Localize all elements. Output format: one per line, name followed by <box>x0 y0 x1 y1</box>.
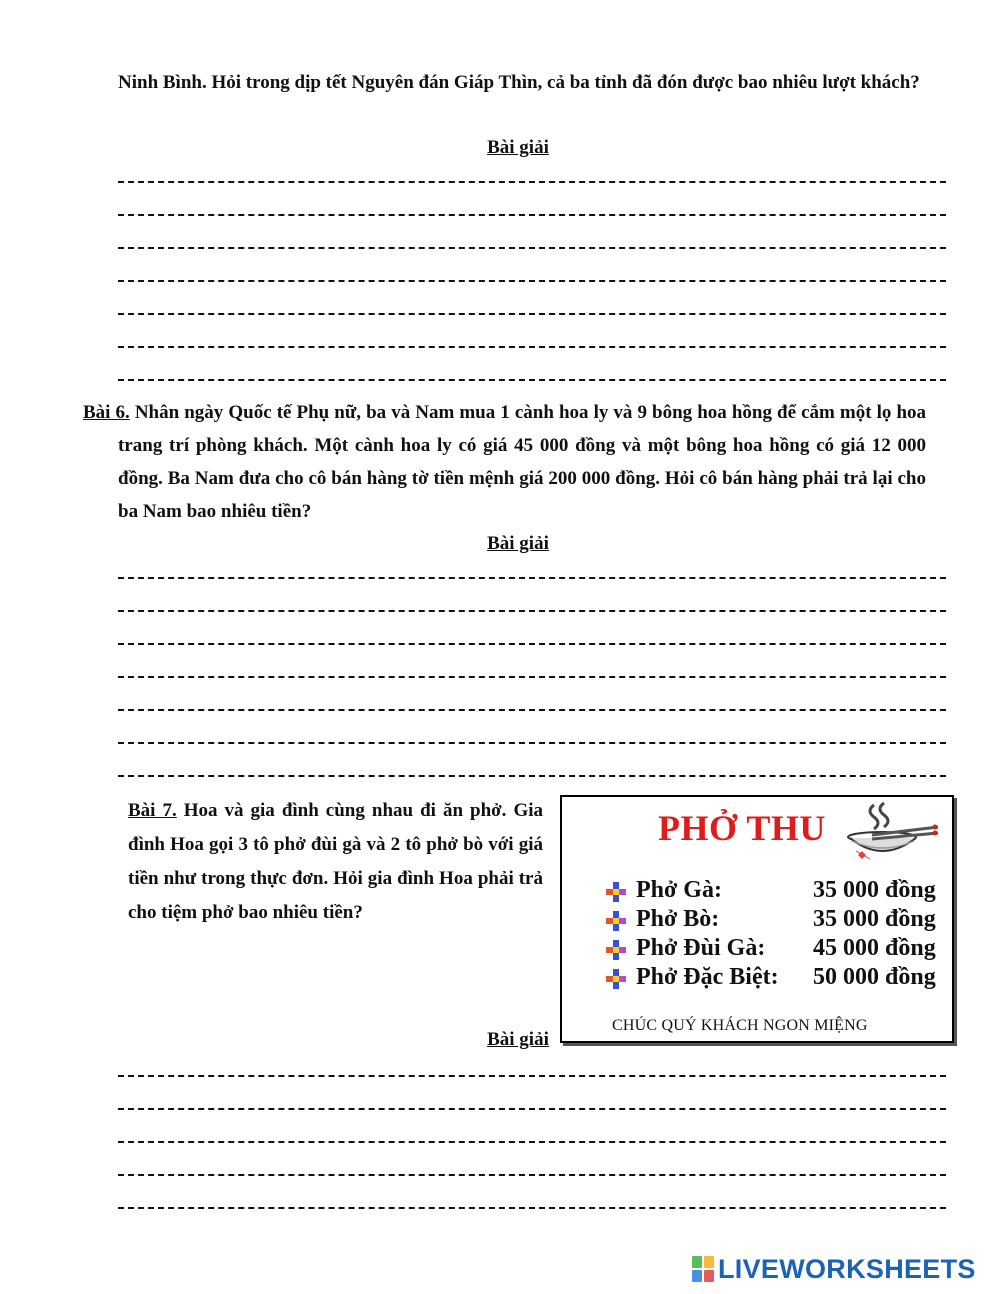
answer-line[interactable] <box>118 346 946 348</box>
intro-text: Ninh Bình. Hỏi trong dịp tết Nguyên đán Giáp Thìn, cả ba tỉnh đã đón được bao nhiêu lượt khách? <box>118 72 920 93</box>
bullet-icon <box>606 969 626 989</box>
pho-bowl-icon <box>842 801 942 861</box>
intro-paragraph <box>118 66 926 99</box>
menu-item-price: 35 000 đồng <box>813 877 936 903</box>
answer-line[interactable] <box>118 1075 946 1077</box>
answer-line[interactable] <box>118 379 946 381</box>
solution-heading-7: Bài giải <box>487 1029 549 1050</box>
menu-item <box>606 964 946 994</box>
problem-7-text: Hoa và gia đình cùng nhau đi ăn phở. Gia đình Hoa gọi 3 tô phở đùi gà và 2 tô phở bò với giá tiền như trong thực đơn. Hỏi gia đình Hoa phải trả cho tiệm phở bao nhiêu tiền? <box>128 800 544 923</box>
liveworksheets-blocks-icon <box>692 1256 714 1282</box>
menu-item-name: Phở Đặc Biệt: <box>636 964 779 990</box>
menu-item-name: Phở Bò: <box>636 906 720 932</box>
answer-line[interactable] <box>118 214 946 216</box>
problem-6-label: Bài 6. <box>83 402 130 423</box>
answer-line[interactable] <box>118 247 946 249</box>
problem-6 <box>83 396 926 528</box>
bullet-icon <box>606 911 626 931</box>
menu-card <box>560 795 954 1043</box>
problem-7-label: Bài 7. <box>128 800 177 821</box>
problem-6-text: Nhân ngày Quốc tế Phụ nữ, ba và Nam mua 1 cành hoa ly và 9 bông hoa hồng để cắm một lọ hoa trang trí phòng khách. Một cành hoa ly có giá 45 000 đồng và một bông hoa hồng có giá 12 000 đồng. Ba Nam đưa cho cô bán hàng tờ tiền mệnh giá 200 000 đồng. Hỏi cô bán hàng phải trả lại cho ba Nam bao nhiêu tiền? <box>118 402 927 522</box>
bullet-icon <box>606 882 626 902</box>
answer-line[interactable] <box>118 1174 946 1176</box>
menu-footer: CHÚC QUÝ KHÁCH NGON MIỆNG <box>612 1017 868 1034</box>
bullet-icon <box>606 940 626 960</box>
answer-line[interactable] <box>118 1108 946 1110</box>
problem-7 <box>128 794 543 930</box>
answer-line[interactable] <box>118 577 946 579</box>
answer-line[interactable] <box>118 1207 946 1209</box>
solution-heading-5: Bài giải <box>487 137 549 158</box>
answer-line[interactable] <box>118 775 946 777</box>
brand-name: LIVEWORKSHEETS <box>718 1253 976 1284</box>
answer-line[interactable] <box>118 610 946 612</box>
answer-line[interactable] <box>118 1141 946 1143</box>
solution-heading-6: Bài giải <box>487 533 549 554</box>
liveworksheets-logo <box>692 1252 976 1286</box>
menu-item <box>606 935 946 965</box>
menu-item-price: 45 000 đồng <box>813 935 936 961</box>
menu-item-price: 35 000 đồng <box>813 906 936 932</box>
answer-line[interactable] <box>118 280 946 282</box>
answer-line[interactable] <box>118 181 946 183</box>
menu-item <box>606 906 946 936</box>
answer-line[interactable] <box>118 643 946 645</box>
answer-line[interactable] <box>118 709 946 711</box>
menu-item-price: 50 000 đồng <box>813 964 936 990</box>
answer-line[interactable] <box>118 313 946 315</box>
menu-item-name: Phở Gà: <box>636 877 722 903</box>
menu-item-name: Phở Đùi Gà: <box>636 935 766 961</box>
menu-title: PHỞ THU <box>658 808 826 848</box>
answer-line[interactable] <box>118 742 946 744</box>
menu-item <box>606 877 946 907</box>
answer-line[interactable] <box>118 676 946 678</box>
